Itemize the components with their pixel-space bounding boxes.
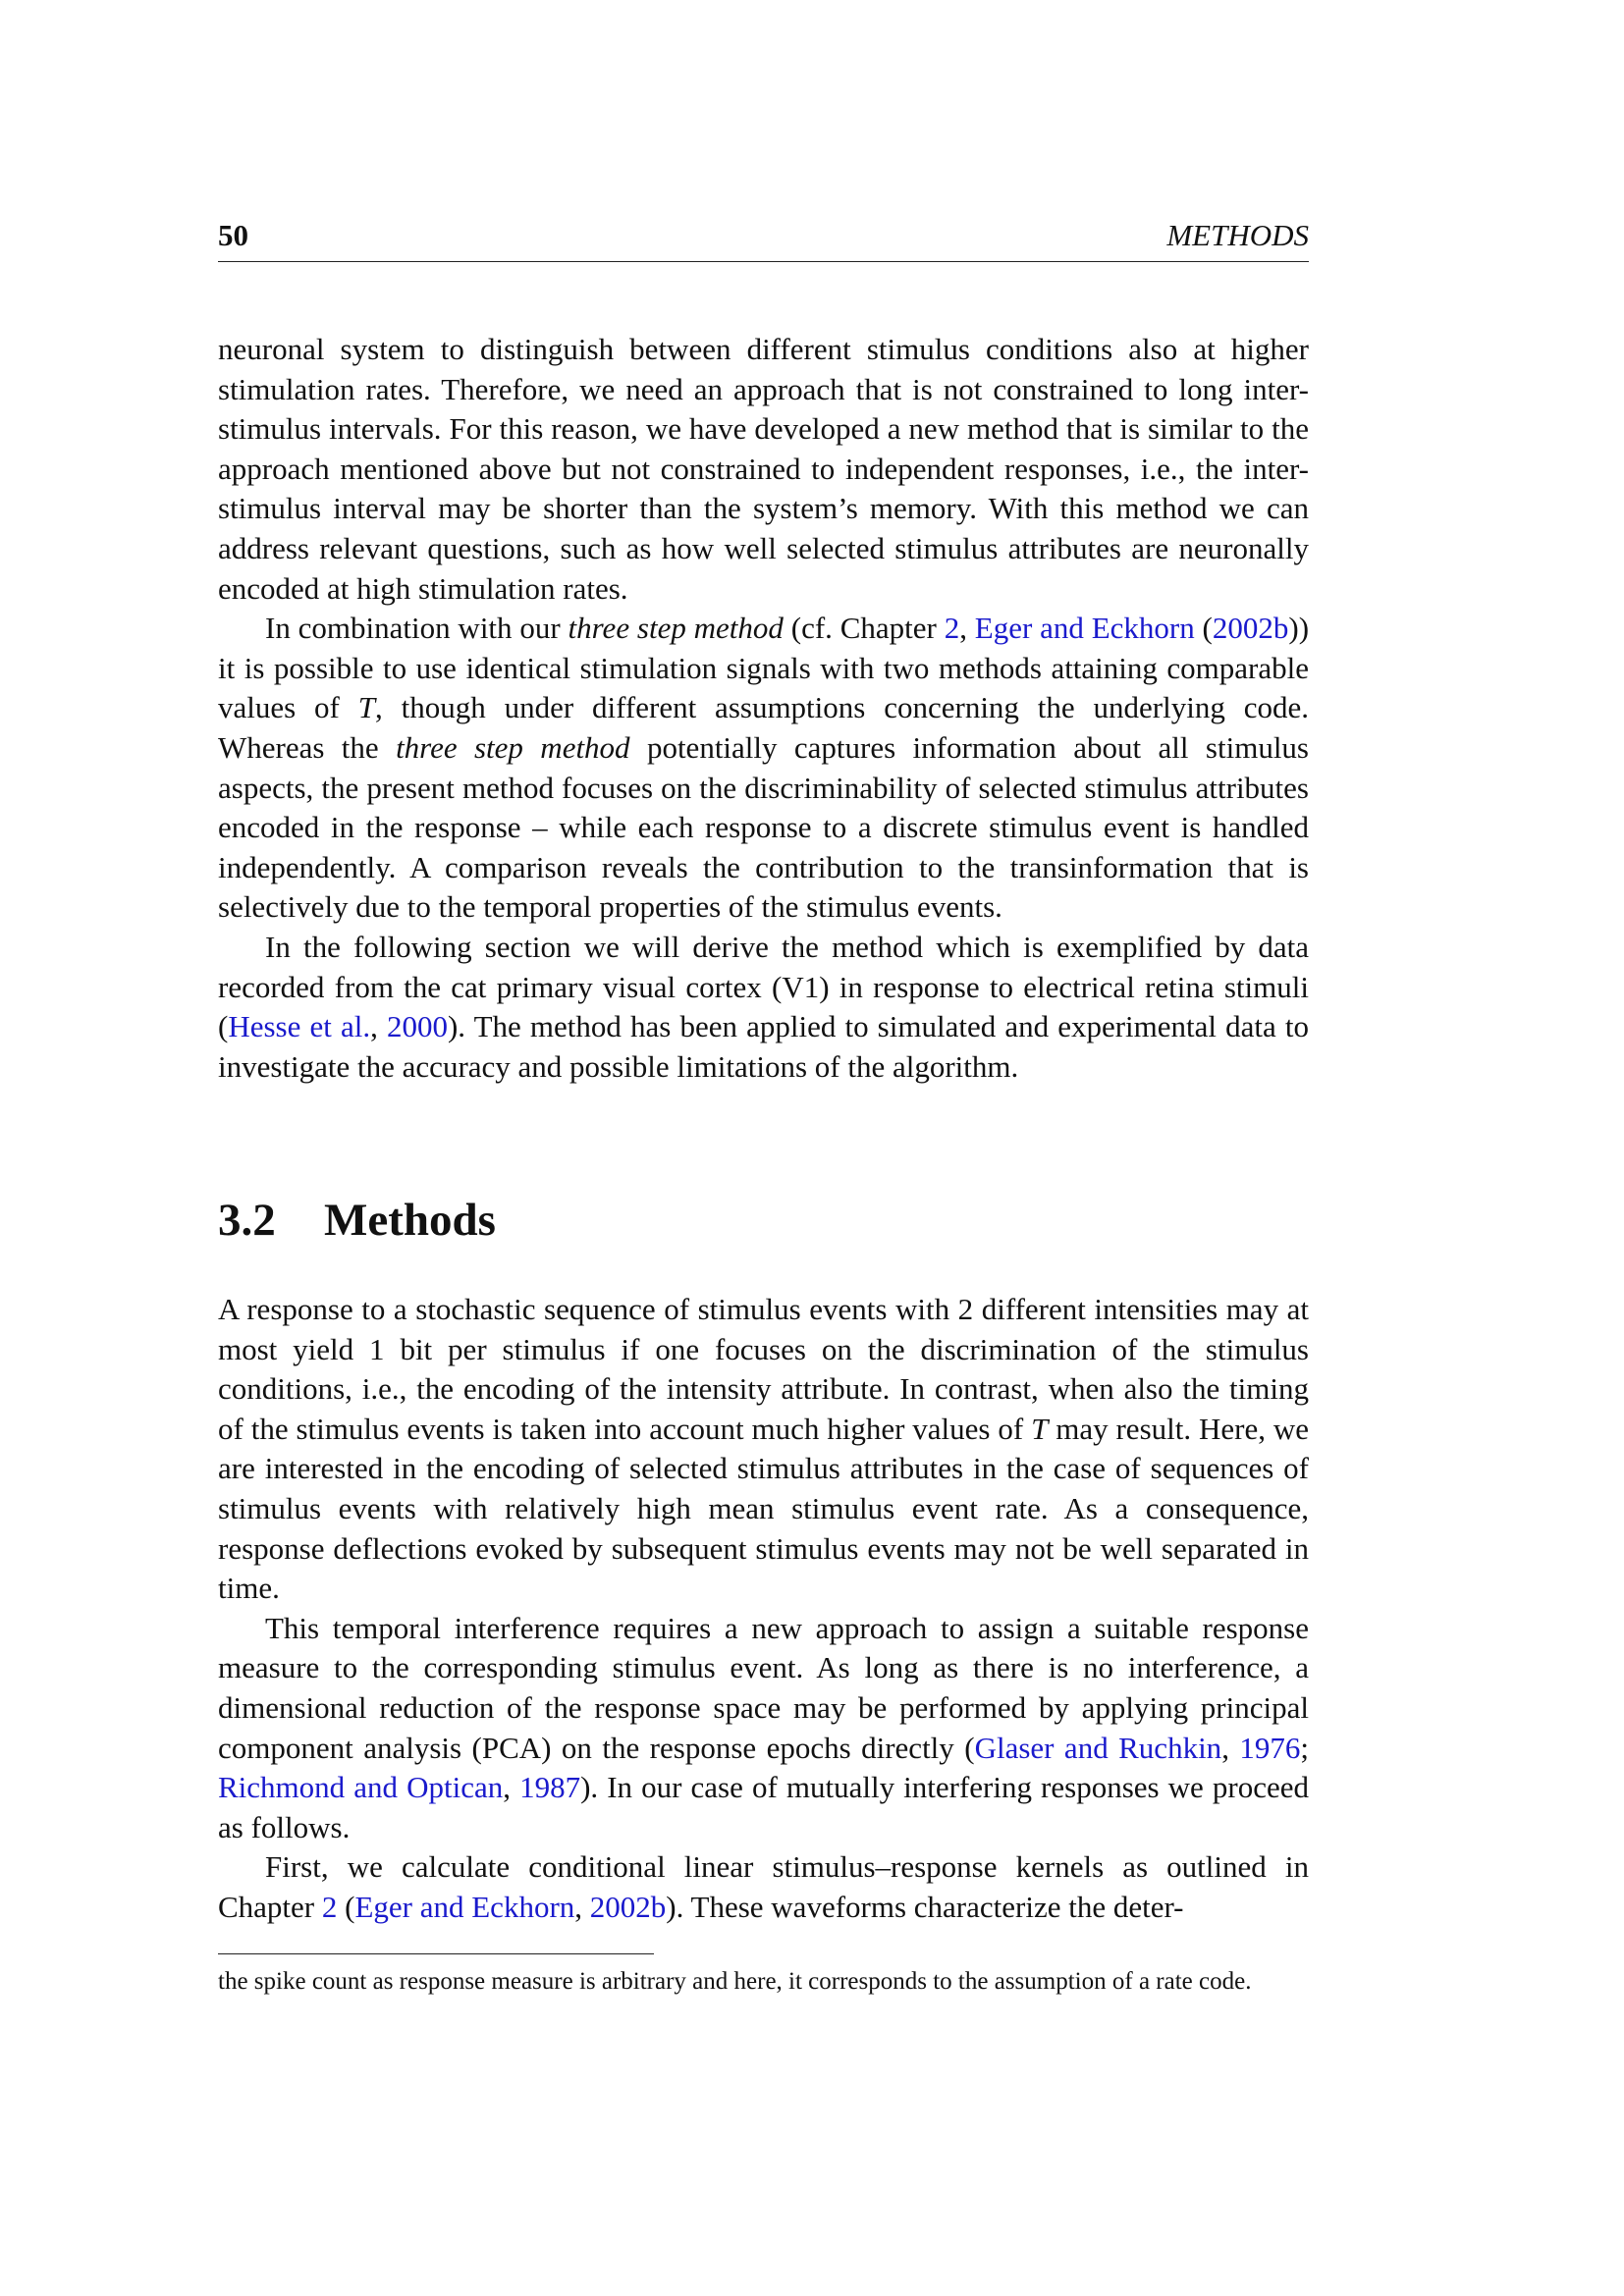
citation-link[interactable]: 1976 [1239, 1730, 1301, 1765]
text-run: ). In our case of mutually interfering responses we proceed as follows. [218, 1770, 1310, 1844]
section-heading [218, 1194, 496, 1247]
text-run: ; [1300, 1730, 1310, 1765]
text-run: may result. Here, we are interested in the encoding of selected stimulus attributes in the case of sequences of stimulus events with relatively high mean stimulus event rate. As a consequence, response deflections evoked by subsequent stimulus events may not be well separated in time. [218, 1411, 1309, 1606]
section-title: Methods [324, 1195, 496, 1246]
citation-link[interactable]: Eger and Eckhorn [354, 1889, 575, 1924]
citation-link[interactable]: Glaser and Ruchkin [974, 1730, 1222, 1765]
paragraph [218, 1290, 1309, 1609]
text-run: , [1221, 1730, 1240, 1765]
intro-text [218, 330, 1309, 1087]
citation-link[interactable]: 2000 [386, 1009, 448, 1044]
text-run: potentially captures information about all stimulus aspects, the present method focuses on the discriminability of selected stimulus attributes encoded in the response – while each response to a discrete stimulus event is handled independently. A comparison reveals the contribution to the transinformation that is selectively due to the temporal properties of the stimulus events. [218, 729, 1309, 925]
text-run: , [370, 1009, 387, 1044]
citation-link[interactable]: Eger and Eckhorn [974, 611, 1195, 646]
citation-link[interactable]: 2002b [1212, 611, 1289, 646]
text-run: ( [1194, 611, 1213, 646]
methods-text [218, 1290, 1309, 1928]
text-run: This temporal interference requires a new approach to assign a suitable response measure to the corresponding stimulus event. As long as there is no interference, a dimensional reduction of the response space may be performed by applying principal component analysis (PCA) on the response epochs directly ( [218, 1610, 1309, 1765]
section-number: 3.2 [218, 1195, 276, 1246]
running-head [218, 218, 1309, 262]
paragraph [218, 1847, 1309, 1927]
paragraph [218, 330, 1309, 609]
text-run: )) it is possible to use identical stimulation signals with two methods attaining comparable values of [218, 611, 1310, 725]
text-run: In combination with our [265, 611, 568, 646]
text-run: , [574, 1889, 590, 1924]
paragraph [218, 928, 1309, 1087]
text-run: ). These waveforms characterize the deter- [666, 1889, 1184, 1924]
text-run: , [959, 611, 975, 646]
text-run: , though under different assumptions concerning the underlying code. Whereas the [218, 690, 1309, 765]
emphasis-text: three step method [396, 729, 630, 765]
paragraph [218, 609, 1309, 928]
emphasis-text: three step method [568, 611, 784, 646]
text-run: , [503, 1770, 520, 1805]
footnote-rule [218, 1953, 654, 1954]
citation-link[interactable]: 2 [321, 1889, 338, 1924]
text-run: ). The method has been applied to simulated and experimental data to investigate the accuracy and possible limitations of the algorithm. [218, 1009, 1309, 1084]
text-run: A response to a stochastic sequence of stimulus events with 2 different intensities may at most yield 1 bit per stimulus if one focuses on the discrimination of the stimulus conditions, i.e., the encoding of the intensity attribute. In contrast, when also the timing of the stimulus events is taken into account much higher values of [218, 1292, 1309, 1446]
text-run: In the following section we will derive the method which is exemplified by data recorded from the cat primary visual cortex (V1) in response to electrical retina stimuli ( [218, 929, 1309, 1044]
paragraph [218, 1609, 1309, 1848]
text-run: First, we calculate conditional linear stimulus–response kernels as outlined in Chapter [218, 1849, 1309, 1924]
text-run: ( [337, 1889, 355, 1924]
chapter-title: METHODS [1166, 218, 1309, 252]
citation-link[interactable]: 2 [944, 611, 960, 646]
footnote: the spike count as response measure is arbitrary and here, it corresponds to the assumption of a rate code. [218, 1968, 1252, 1995]
citation-link[interactable]: 2002b [589, 1889, 667, 1924]
citation-link[interactable]: 1987 [519, 1770, 581, 1805]
citation-link[interactable]: Hesse et al. [228, 1009, 371, 1044]
page-number: 50 [218, 218, 248, 252]
citation-link[interactable]: Richmond and Optican [218, 1770, 504, 1805]
emphasis-text: T [1031, 1411, 1049, 1446]
text-run: (cf. Chapter [783, 611, 945, 646]
text-run: neuronal system to distinguish between different stimulus conditions also at higher stimulation rates. Therefore, we need an approach that is not constrained to long inter-stimulus intervals. For this reason, we have developed a new method that is similar to the approach mentioned above but not constrained to independent responses, i.e., the inter-stimulus interval may be shorter than the system’s memory. With this method we can address relevant questions, such as how well selected stimulus attributes are neuronally encoded at high stimulation rates. [218, 332, 1309, 606]
emphasis-text: T [357, 690, 375, 725]
